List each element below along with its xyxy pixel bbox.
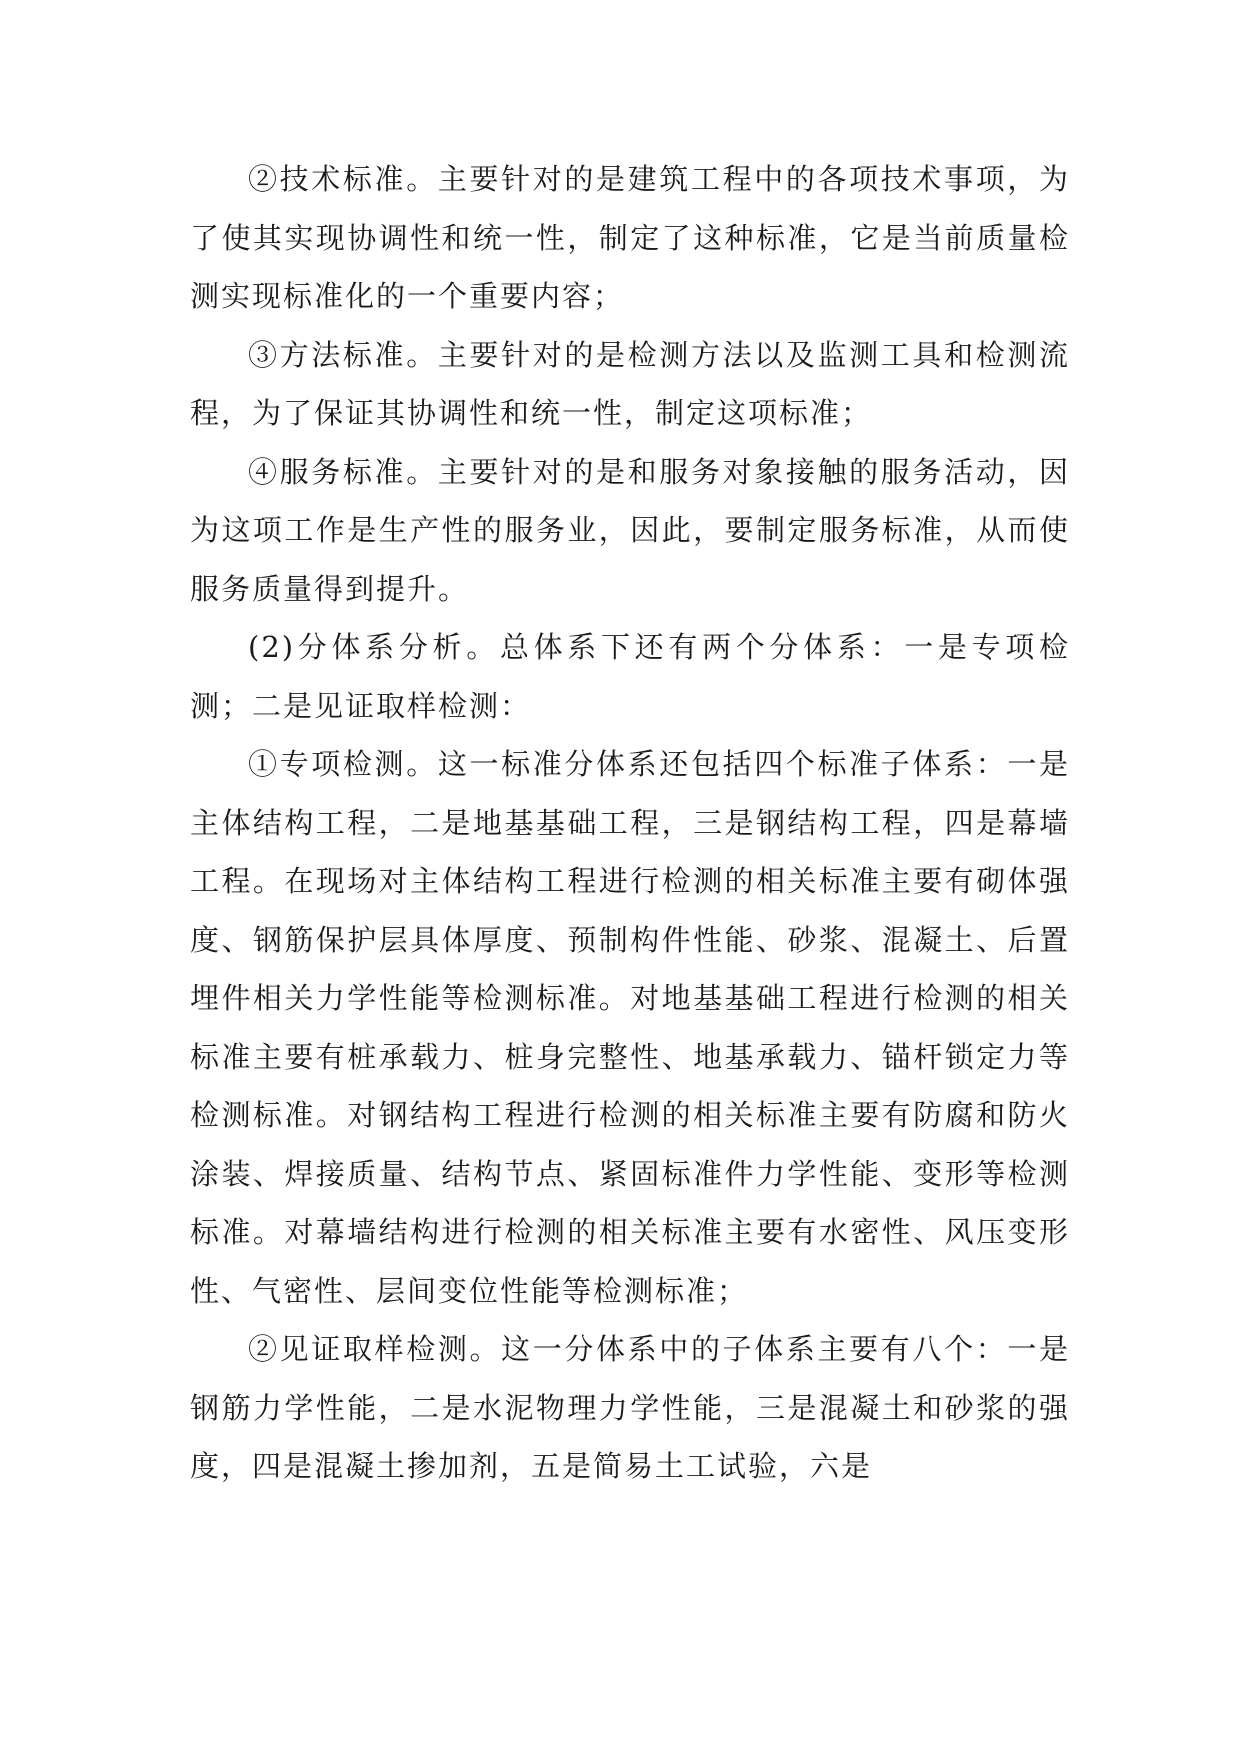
paragraph-witness-sampling: ②见证取样检测。这一分体系中的子体系主要有八个：一是钢筋力学性能，二是水泥物理力学性能，三是混凝土和砂浆的强度，四是混凝土掺加剂，五是简易土工试验，六是 — [190, 1332, 1070, 1483]
paragraph-method-standard: ③方法标准。主要针对的是检测方法以及监测工具和检测流程，为了保证其协调性和统一性，制定这项标准； — [190, 337, 1070, 430]
document-body — [190, 150, 1070, 1496]
paragraph-subsystem-analysis: (2)分体系分析。总体系下还有两个分体系：一是专项检测；二是见证取样检测： — [190, 630, 1070, 723]
paragraph-special-inspection: ①专项检测。这一标准分体系还包括四个标准子体系：一是主体结构工程，二是地基基础工程，三是钢结构工程，四是幕墙工程。在现场对主体结构工程进行检测的相关标准主要有砌体强度、钢筋保护层具体厚度、预制构件性能、砂浆、混凝土、后置埋件相关力学性能等检测标准。对地基基础工程进行检测的相关标准主要有桩承载力、桩身完整性、地基承载力、锚杆锁定力等检测标准。对钢结构工程进行检测的相关标准主要有防腐和防火涂装、焊接质量、结构节点、紧固标准件力学性能、变形等检测标准。对幕墙结构进行检测的相关标准主要有水密性、风压变形性、气密性、层间变位性能等检测标准； — [190, 747, 1070, 1308]
paragraph-technical-standard: ②技术标准。主要针对的是建筑工程中的各项技术事项，为了使其实现协调性和统一性，制定了这种标准，它是当前质量检测实现标准化的一个重要内容； — [190, 162, 1070, 313]
paragraph-service-standard: ④服务标准。主要针对的是和服务对象接触的服务活动，因为这项工作是生产性的服务业，因此，要制定服务标准，从而使服务质量得到提升。 — [190, 454, 1070, 606]
